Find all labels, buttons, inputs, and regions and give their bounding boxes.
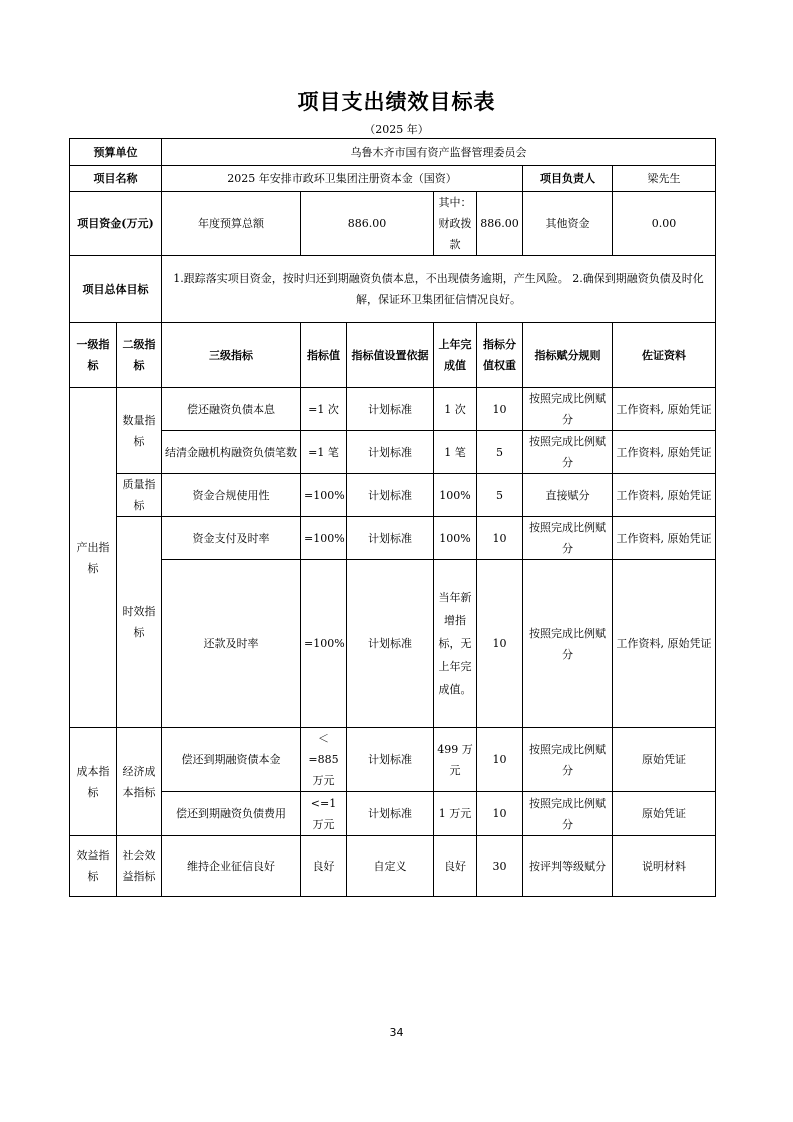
annual-budget-value: 886.00 (301, 192, 434, 256)
header-last-year: 上年完成值 (434, 323, 477, 388)
table-row (70, 431, 716, 474)
indicator-value: =100% (301, 517, 347, 560)
performance-target-table (69, 138, 716, 897)
project-funds-label: 项目资金(万元) (70, 192, 162, 256)
table-row (70, 792, 716, 836)
group-quality: 质量指标 (117, 474, 162, 517)
indicator-weight: 5 (477, 431, 523, 474)
group-cost: 成本指标 (70, 728, 117, 836)
project-leader-value: 梁先生 (613, 166, 716, 192)
fiscal-allocation-label: 其中：财政拨款 (434, 192, 477, 256)
indicator-name: 偿还融资负债本息 (162, 388, 301, 431)
row-project-funds (70, 192, 716, 256)
indicator-name: 资金支付及时率 (162, 517, 301, 560)
indicator-weight: 10 (477, 560, 523, 728)
indicator-weight: 5 (477, 474, 523, 517)
indicator-rule: 按照完成比例赋分 (523, 517, 613, 560)
header-rule: 指标赋分规则 (523, 323, 613, 388)
indicator-rule: 按照完成比例赋分 (523, 388, 613, 431)
indicator-last-year: 1 万元 (434, 792, 477, 836)
indicator-rule: 直接赋分 (523, 474, 613, 517)
indicator-evidence: 工作资料, 原始凭证 (613, 388, 716, 431)
group-quantity: 数量指标 (117, 388, 162, 474)
table-row (70, 728, 716, 792)
group-timeliness: 时效指标 (117, 517, 162, 728)
indicator-basis: 自定义 (347, 836, 434, 897)
indicator-evidence: 工作资料, 原始凭证 (613, 560, 716, 728)
indicator-weight: 30 (477, 836, 523, 897)
indicator-last-year: 良好 (434, 836, 477, 897)
indicator-name: 资金合规使用性 (162, 474, 301, 517)
indicator-name: 偿还到期融资负债费用 (162, 792, 301, 836)
indicator-name: 还款及时率 (162, 560, 301, 728)
indicator-value: =1 笔 (301, 431, 347, 474)
indicator-basis: 计划标准 (347, 728, 434, 792)
indicator-rule: 按评判等级赋分 (523, 836, 613, 897)
indicator-value: =100% (301, 474, 347, 517)
indicator-basis: 计划标准 (347, 517, 434, 560)
indicator-weight: 10 (477, 517, 523, 560)
group-social-benefit: 社会效益指标 (117, 836, 162, 897)
table-row (70, 517, 716, 560)
header-level1: 一级指标 (70, 323, 117, 388)
indicator-evidence: 工作资料, 原始凭证 (613, 431, 716, 474)
indicator-weight: 10 (477, 728, 523, 792)
row-budget-unit (70, 139, 716, 166)
indicator-name: 偿还到期融资债本金 (162, 728, 301, 792)
indicator-rule: 按照完成比例赋分 (523, 728, 613, 792)
budget-unit-value: 乌鲁木齐市国有资产监督管理委员会 (162, 139, 716, 166)
budget-unit-label: 预算单位 (70, 139, 162, 166)
indicator-last-year: 1 笔 (434, 431, 477, 474)
indicator-basis: 计划标准 (347, 388, 434, 431)
row-project-name (70, 166, 716, 192)
project-name-label: 项目名称 (70, 166, 162, 192)
overall-goal-label: 项目总体目标 (70, 256, 162, 323)
header-basis: 指标值设置依据 (347, 323, 434, 388)
row-overall-goal (70, 256, 716, 323)
header-value: 指标值 (301, 323, 347, 388)
indicator-value: 良好 (301, 836, 347, 897)
group-benefit: 效益指标 (70, 836, 117, 897)
indicator-value: <=1 万元 (301, 792, 347, 836)
header-level2: 二级指标 (117, 323, 162, 388)
indicator-name: 结清金融机构融资负债笔数 (162, 431, 301, 474)
indicator-rule: 按照完成比例赋分 (523, 792, 613, 836)
indicator-rule: 按照完成比例赋分 (523, 431, 613, 474)
indicator-evidence: 原始凭证 (613, 792, 716, 836)
annual-budget-label: 年度预算总额 (162, 192, 301, 256)
indicator-value: =1 次 (301, 388, 347, 431)
table-row (70, 836, 716, 897)
indicator-basis: 计划标准 (347, 560, 434, 728)
indicator-evidence: 原始凭证 (613, 728, 716, 792)
group-economic-cost: 经济成本指标 (117, 728, 162, 836)
indicator-basis: 计划标准 (347, 792, 434, 836)
page-title: 项目支出绩效目标表 (297, 90, 496, 114)
indicator-value: =100% (301, 560, 347, 728)
indicator-last-year: 当年新增指标，无上年完成值。 (434, 560, 477, 728)
other-funds-value: 0.00 (613, 192, 716, 256)
table-row (70, 560, 716, 728)
indicator-value: ＜=885 万元 (301, 728, 347, 792)
indicator-last-year: 100% (434, 517, 477, 560)
indicator-evidence: 工作资料, 原始凭证 (613, 474, 716, 517)
indicator-last-year: 1 次 (434, 388, 477, 431)
header-level3: 三级指标 (162, 323, 301, 388)
indicator-evidence: 工作资料, 原始凭证 (613, 517, 716, 560)
table-row (70, 474, 716, 517)
indicator-last-year: 100% (434, 474, 477, 517)
fiscal-allocation-value: 886.00 (477, 192, 523, 256)
year-label: （2025 年） (364, 123, 429, 136)
other-funds-label: 其他资金 (523, 192, 613, 256)
header-evidence: 佐证资料 (613, 323, 716, 388)
indicator-weight: 10 (477, 388, 523, 431)
indicator-name: 维持企业征信良好 (162, 836, 301, 897)
table-row (70, 388, 716, 431)
indicator-evidence: 说明材料 (613, 836, 716, 897)
indicator-weight: 10 (477, 792, 523, 836)
indicator-last-year: 499 万元 (434, 728, 477, 792)
group-output: 产出指标 (70, 388, 117, 728)
indicator-header-row (70, 323, 716, 388)
indicator-basis: 计划标准 (347, 474, 434, 517)
page-number: 34 (389, 1026, 404, 1039)
project-name-value: 2025 年安排市政环卫集团注册资本金（国资） (162, 166, 523, 192)
indicator-basis: 计划标准 (347, 431, 434, 474)
project-leader-label: 项目负责人 (523, 166, 613, 192)
overall-goal-text: 1.跟踪落实项目资金，按时归还到期融资负债本息，不出现债务逾期，产生风险。 2.确保到期融资负债及时化解，保证环卫集团征信情况良好。 (162, 256, 716, 323)
indicator-rule: 按照完成比例赋分 (523, 560, 613, 728)
header-weight: 指标分值权重 (477, 323, 523, 388)
